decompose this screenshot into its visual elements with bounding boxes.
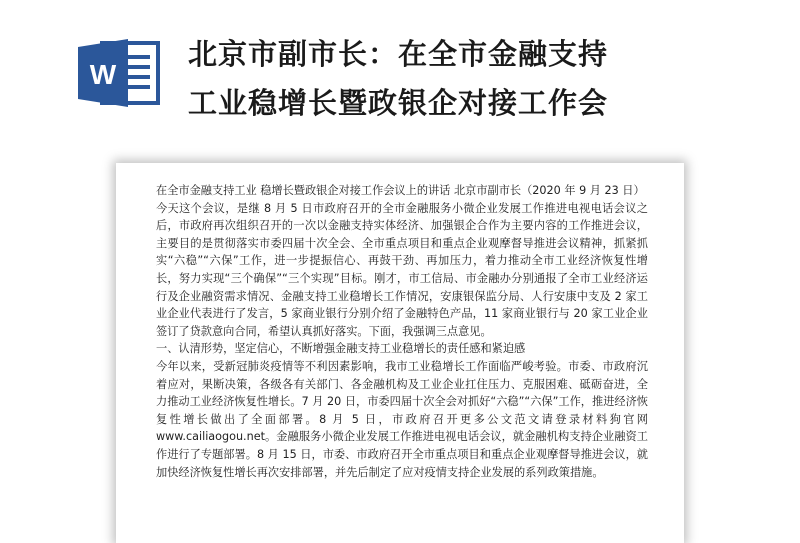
section-heading-1: 一、认清形势，坚定信心，不断增强金融支持工业稳增长的责任感和紧迫感: [156, 342, 526, 356]
title-line-1: 北京市副市长：在全市金融支持: [188, 37, 609, 71]
document-paragraph-2: 今年以来，受新冠肺炎疫情等不利因素影响，我市工业稳增长工作面临严峻考验。市委、市政府沉着应对，果断决策，各级各有关部门、各金融机构及工业企业扛住压力、克服困难、砥砺奋进，全力推动工业经济恢复性增长。7 月 20 日，市委四届十次全会对抓好“六稳”“六保”工作，推进经济恢复性增长做出了全面部署。8 月 5 日，市政府召开更多公文范文请登录材料狗官网 www.cailiaogou.net。金融服务小微企业发展工作推进电视电话会议，就金融机构支持企业融资工作进行了专题部署。8 月 15 日，市委、市政府召开全市重点项目和重点企业观摩督导推进会议，就加快经济恢复性增长再次安排部署，并先后制定了应对疫情支持企业发展的系列政策措施。: [156, 359, 648, 479]
page-title: [188, 30, 788, 128]
document-paragraph-1: 今天这个会议，是继 8 月 5 日市政府召开的全市金融服务小微企业发展工作推进电视电话会议之后，市政府再次组织召开的一次以金融支持实体经济、加强银企合作为主要内容的工作推进会议，主要目的是贯彻落实市委四届十次全会、全市重点项目和重点企业观摩督导推进会议精神，抓紧抓实“六稳”“六保”工作，进一步提振信心、再鼓干劲、再加压力，着力推动全市工业经济恢复性增长，努力实现“三个确保”“三个实现”目标。刚才，市工信局、市金融办分别通报了全市工业经济运行及企业融资需求情况、金融支持工业稳增长工作情况，安康银保监分局、人行安康中支及 2 家工业企业代表进行了发言，5 家商业银行分别介绍了金融特色产品，11 家商业银行与 20 家工业企业签订了贷款意向合同，希望认真抓好落实。下面，我强调三点意见。: [156, 201, 648, 338]
word-document-icon: [76, 37, 162, 109]
word-icon-letter: W: [89, 59, 117, 90]
header: [0, 0, 800, 160]
title-line-2: 工业稳增长暨政银企对接工作会: [188, 86, 609, 120]
document-body: [156, 182, 648, 481]
document-page: [116, 163, 684, 543]
document-intro: 在全市金融支持工业 稳增长暨政银企对接工作会议上的讲话 北京市副市长（2020 年 9 月 23 日）: [156, 184, 645, 197]
